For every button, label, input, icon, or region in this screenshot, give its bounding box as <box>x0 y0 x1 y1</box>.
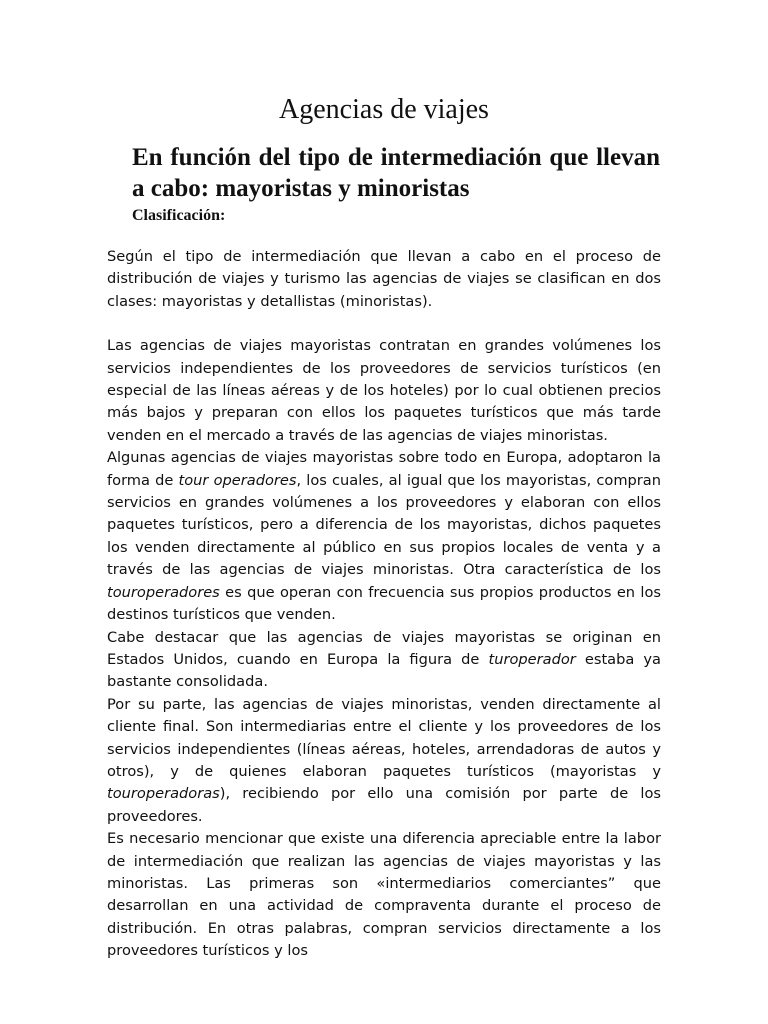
paragraph-5-text-b: ), recibiendo por ello una comisión por parte de los proveedores. <box>107 785 661 825</box>
paragraph-1: Según el tipo de intermediación que llevan a cabo en el proceso de distribución de viajes y turismo las agencias de viajes se clasifican en dos clases: mayoristas y detallistas (minoristas). <box>107 248 661 310</box>
paragraph-2 <box>107 335 661 447</box>
document-subtitle: En función del tipo de intermediación que llevan a cabo: mayoristas y minoristas <box>132 144 660 202</box>
paragraph-2-text-b: que más tarde venden en el mercado a través de las agencias de viajes minoristas. <box>107 404 661 444</box>
paragraph-4-text-a: Cabe destacar que las agencias de viajes mayoristas se originan en Estados Unidos, cuando en Europa la figura de <box>107 628 661 668</box>
document-title: Agencias de viajes <box>279 94 489 125</box>
paragraph-5 <box>107 694 661 828</box>
paragraph-5-text-a: Por su parte, las agencias de viajes minoristas, venden directamente al cliente final. Son intermediarias entre el cliente y los proveedores de los servicios independientes (líneas aéreas, hoteles, arrendadoras de autos y otros), y de quienes elaboran paquetes turísticos (mayoristas y <box>107 695 661 780</box>
paragraph-3-text-b: , los cuales, al igual que los mayoristas, compran servicios en grandes volúmenes a los proveedores y elaboran con ellos paquetes turísticos, pero a diferencia de los mayoristas, dichos paquetes los venden directamente al público en sus propios locales de venta y a través de las agencias de viajes minoristas. Otra característica de los <box>107 471 661 579</box>
paragraph-3 <box>107 447 661 626</box>
touroperadoras-term: touroperadoras <box>107 785 220 803</box>
paragraph-6: Es necesario mencionar que existe una diferencia apreciable entre la labor de intermediación que realizan las agencias de viajes mayoristas y las minoristas. Las primeras son «intermediarios comerciantes” que desarrollan en una actividad de compraventa durante el proceso de distribución. En otras palabras, compran servicios directamente a los proveedores turísticos y los <box>107 830 661 960</box>
paragraph-4 <box>107 627 661 694</box>
turoperador-term: turoperador <box>488 650 576 668</box>
paragraph-4-text-b: estaba ya bastante consolidada. <box>107 650 661 691</box>
touroperadores-term: touroperadores <box>107 583 220 601</box>
paragraph-3-text-a: Algunas agencias de viajes mayoristas sobre todo en Europa, adoptaron la forma de <box>107 449 661 489</box>
paragraph-3-text-c: es que operan con frecuencia sus propios productos en los destinos turísticos que venden. <box>107 583 661 624</box>
paragraph-2-text-a: Las agencias de viajes mayoristas contratan en grandes volúmenes los servicios independientes de los proveedores de servicios turísticos (en especial de las líneas aéreas y de los hoteles) por lo cual obtienen precios más bajos y preparan con ellos los <box>107 337 661 422</box>
body-text <box>107 246 661 963</box>
section-label: Clasificación: <box>132 207 226 224</box>
paquetes-turisticos-link[interactable]: paquetes turísticos <box>393 404 538 422</box>
tour-operadores-term: tour operadores <box>178 471 297 489</box>
